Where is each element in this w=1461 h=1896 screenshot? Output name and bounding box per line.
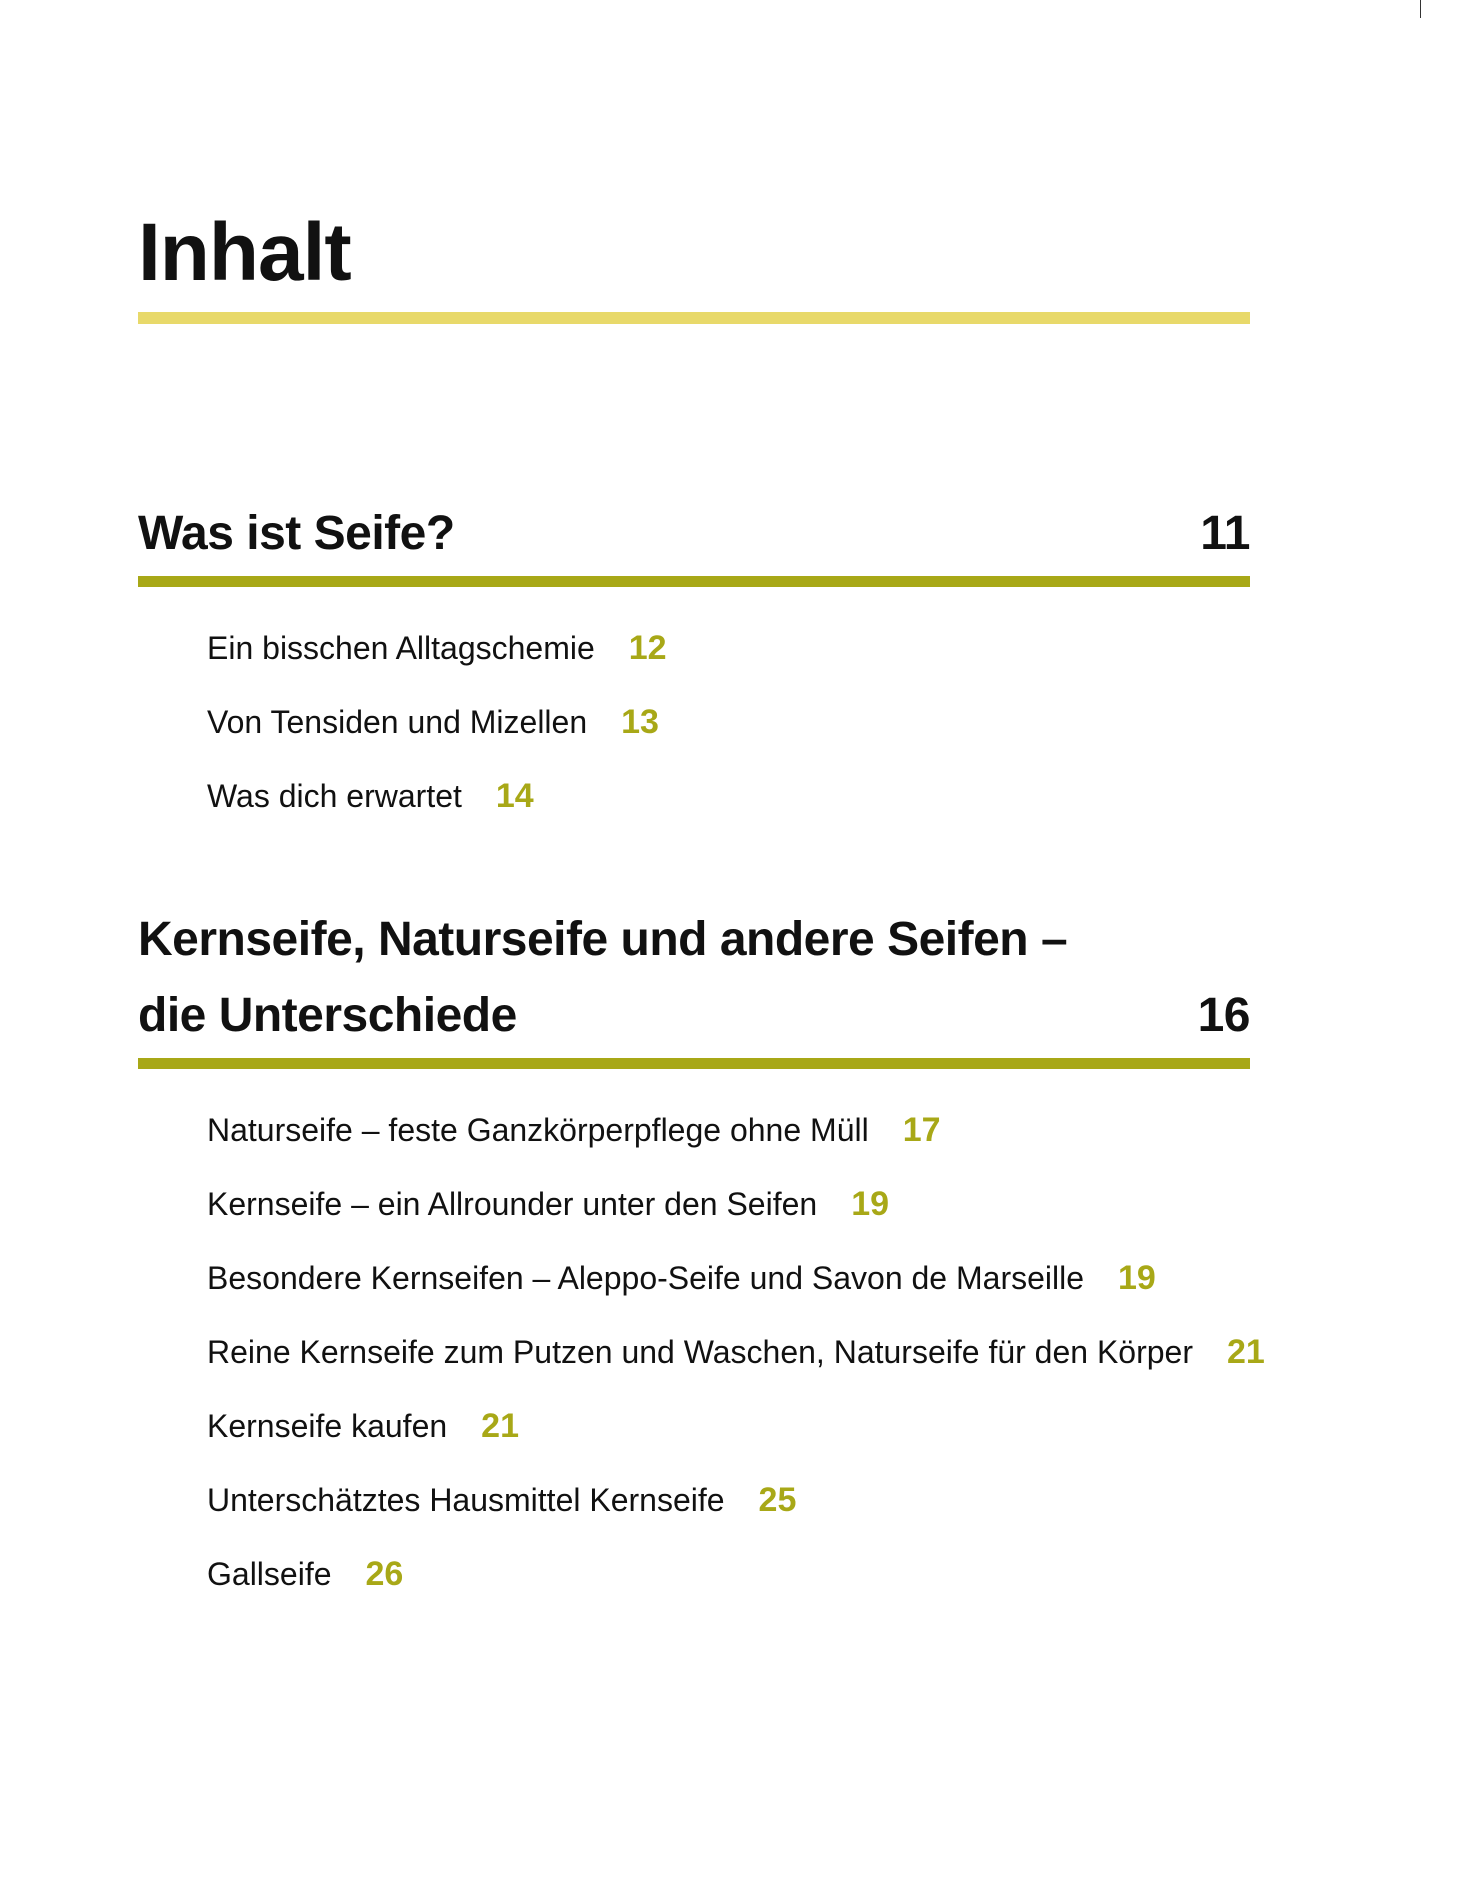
toc-entry[interactable]: [207, 1315, 1265, 1389]
section-title-line-2: die Unterschiede: [138, 989, 517, 1042]
entry-list: [138, 1093, 1265, 1611]
entry-label: Kernseife kaufen: [207, 1408, 448, 1444]
section-rule: [138, 576, 1250, 587]
entry-page-number: 25: [758, 1481, 797, 1519]
entry-label: Gallseife: [207, 1556, 332, 1592]
toc-entry[interactable]: [207, 1093, 1250, 1167]
entry-page-number: 17: [902, 1111, 941, 1149]
toc-entry[interactable]: [207, 1167, 1250, 1241]
toc-entry[interactable]: [207, 759, 1250, 833]
entry-page-number: 21: [481, 1407, 519, 1445]
entry-list: [138, 611, 1250, 833]
entry-page-number: 21: [1227, 1333, 1265, 1371]
section-heading[interactable]: [138, 496, 1250, 572]
toc-entry[interactable]: [207, 1463, 1250, 1537]
toc-entry[interactable]: [207, 611, 1250, 685]
entry-page-number: 26: [365, 1555, 404, 1593]
section-heading[interactable]: [138, 902, 1250, 1054]
toc-section-1: [138, 496, 1250, 833]
section-title-line-1: Kernseife, Naturseife und andere Seifen –: [138, 913, 1068, 966]
entry-label: Unterschätztes Hausmittel Kernseife: [207, 1482, 725, 1518]
entry-page-number: 19: [851, 1185, 890, 1223]
toc-entry[interactable]: [207, 685, 1250, 759]
entry-page-number: 12: [628, 629, 667, 667]
section-title: Was ist Seife?: [138, 507, 455, 560]
toc-entry[interactable]: [207, 1241, 1250, 1315]
entry-label: Was dich erwartet: [207, 778, 462, 814]
entry-label: Besondere Kernseifen – Aleppo-Seife und Savon de Marseille: [207, 1260, 1085, 1296]
title-rule: [138, 312, 1250, 324]
section-page-number: 16: [1197, 989, 1250, 1042]
entry-label: Von Tensiden und Mizellen: [207, 704, 588, 740]
toc-section-2: [138, 902, 1265, 1611]
section-rule: [138, 1058, 1250, 1069]
entry-label: Reine Kernseife zum Putzen und Waschen, Naturseife für den Körper: [207, 1334, 1193, 1370]
entry-label: Ein bisschen Alltagschemie: [207, 630, 595, 666]
crop-mark: [1420, 0, 1421, 18]
page-title: Inhalt: [138, 207, 351, 298]
toc-entry[interactable]: [207, 1537, 1250, 1611]
toc-entry[interactable]: [207, 1389, 1250, 1463]
entry-label: Kernseife – ein Allrounder unter den Seifen: [207, 1186, 818, 1222]
entry-page-number: 14: [495, 777, 534, 815]
entry-label: Naturseife – feste Ganzkörperpflege ohne Müll: [207, 1112, 869, 1148]
section-page-number: 11: [1200, 507, 1250, 560]
entry-page-number: 13: [621, 703, 659, 741]
entry-page-number: 19: [1118, 1259, 1156, 1297]
